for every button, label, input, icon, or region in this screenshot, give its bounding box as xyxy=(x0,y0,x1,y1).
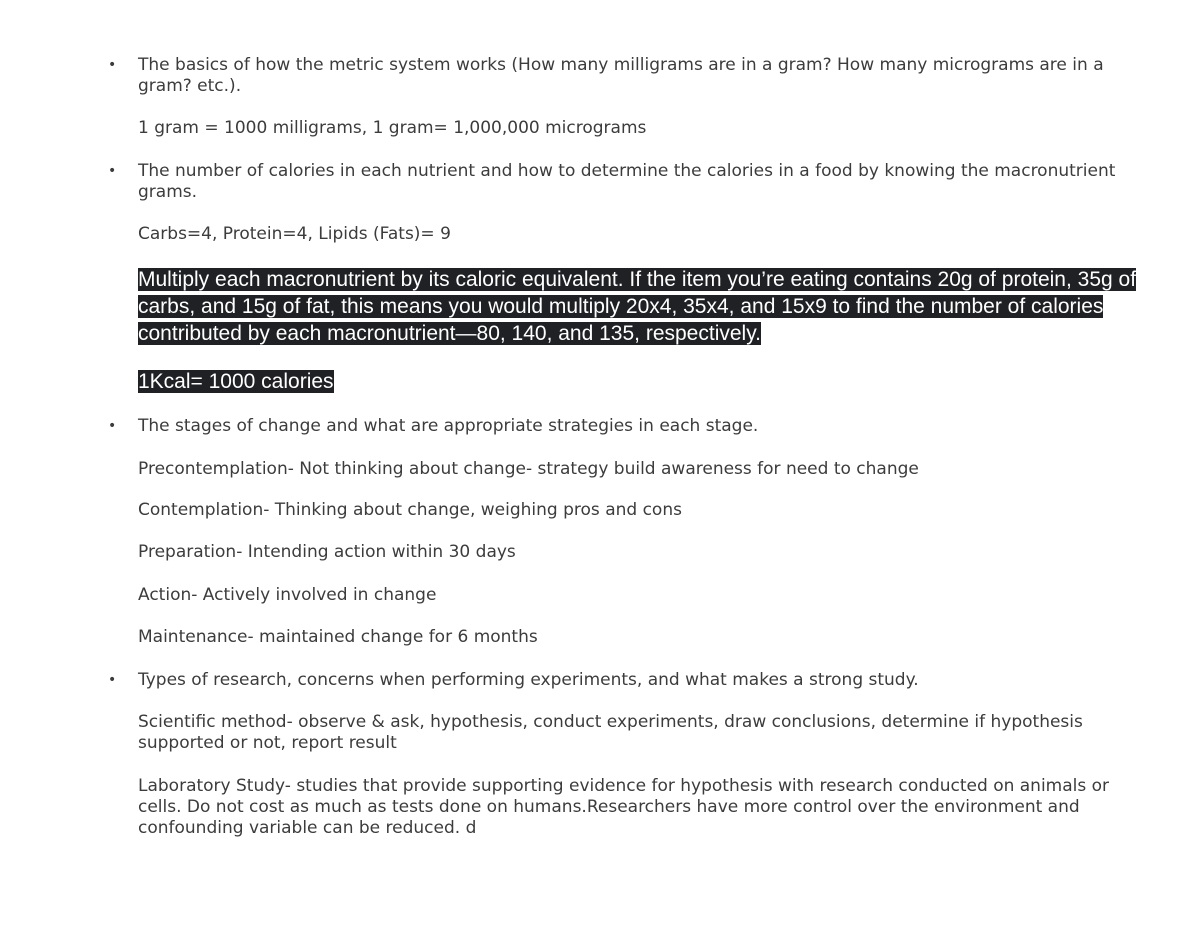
highlighted-text: 1Kcal= 1000 calories xyxy=(138,370,334,393)
bullet-text: Types of research, concerns when performing experiments, and what makes a strong study. xyxy=(138,670,919,690)
bullet-text: The number of calories in each nutrient and how to determine the calories in a food by knowing the macronutrient grams. xyxy=(138,161,1116,202)
highlighted-kcal-note xyxy=(138,368,1148,395)
bullet-dot: • xyxy=(108,163,117,179)
bullet-dot: • xyxy=(108,57,117,73)
stage-action: Action- Actively involved in change xyxy=(138,585,437,605)
stage-preparation: Preparation- Intending action within 30 days xyxy=(138,542,516,562)
stage-precontemplation: Precontemplation- Not thinking about change- strategy build awareness for need to change xyxy=(138,459,919,479)
metric-answer: 1 gram = 1000 milligrams, 1 gram= 1,000,000 micrograms xyxy=(138,118,647,138)
laboratory-study-paragraph: Laboratory Study- studies that provide supporting evidence for hypothesis with research conducted on animals or cells. Do not cost as much as tests done on humans.Researchers have more control over the environment and confounding variable can be reduced. d xyxy=(138,776,1110,838)
highlighted-text: Multiply each macronutrient by its caloric equivalent. If the item you’re eating contains 20g of protein, 35g of carbs, and 15g of fat, this means you would multiply 20x4, 35x4, and 15x9 to find the number of calories contributed by each macronutrient—80, 140, and 135, respectively. xyxy=(138,268,1137,345)
scientific-method-paragraph: Scientific method- observe & ask, hypothesis, conduct experiments, draw conclusions, determine if hypothesis supported or not, report result xyxy=(138,712,1083,753)
calories-answer: Carbs=4, Protein=4, Lipids (Fats)= 9 xyxy=(138,224,451,244)
stage-contemplation: Contemplation- Thinking about change, weighing pros and cons xyxy=(138,500,682,520)
bullet-dot: • xyxy=(108,672,117,688)
bullet-dot: • xyxy=(108,418,117,434)
stage-maintenance: Maintenance- maintained change for 6 months xyxy=(138,627,538,647)
bullet-text: The basics of how the metric system works (How many milligrams are in a gram? How many micrograms are in a gram? etc.). xyxy=(138,55,1104,96)
bullet-text: The stages of change and what are appropriate strategies in each stage. xyxy=(138,416,759,436)
highlighted-paragraph xyxy=(138,266,1148,347)
